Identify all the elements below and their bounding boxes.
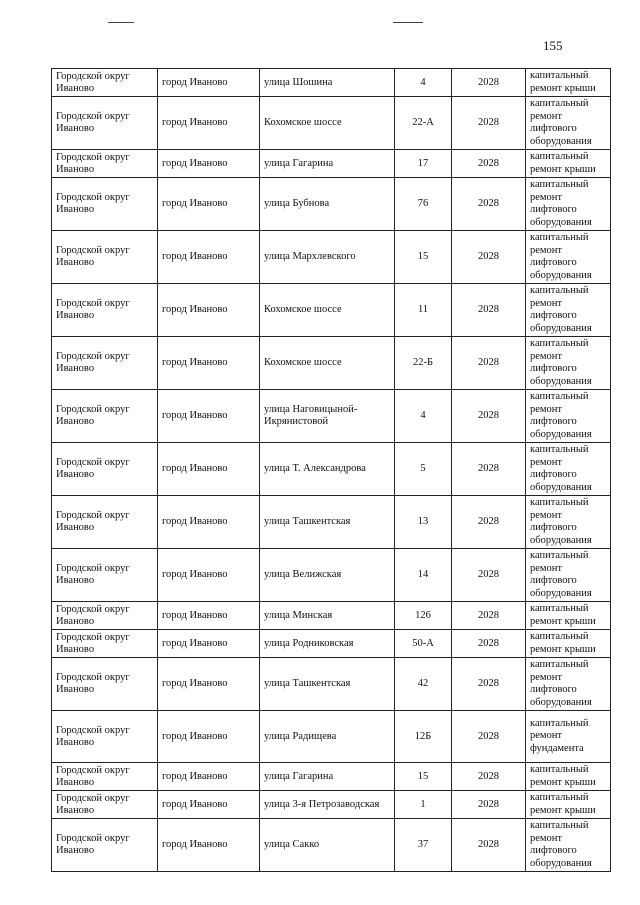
table-row [52,630,611,658]
table-row [52,97,611,150]
street-cell: улица Радищева [260,711,395,763]
house-number-cell: 4 [395,69,452,97]
municipal-district-cell: Городской округ Иваново [52,284,158,337]
register-table [51,68,611,872]
work-type-cell: капитальный ремонт лифтового оборудования [526,178,611,231]
municipal-district-cell: Городской округ Иваново [52,711,158,763]
planned-year-cell: 2028 [452,630,526,658]
municipal-district-cell: Городской округ Иваново [52,231,158,284]
planned-year-cell: 2028 [452,231,526,284]
table-row [52,69,611,97]
work-type-cell: капитальный ремонт крыши [526,602,611,630]
planned-year-cell: 2028 [452,390,526,443]
house-number-cell: 4 [395,390,452,443]
municipal-district-cell: Городской округ Иваново [52,97,158,150]
planned-year-cell: 2028 [452,763,526,791]
street-cell: Кохомское шоссе [260,337,395,390]
house-number-cell: 17 [395,150,452,178]
table-row [52,443,611,496]
municipal-district-cell: Городской округ Иваново [52,791,158,819]
street-cell: улица Велижская [260,549,395,602]
street-cell: улица Минская [260,602,395,630]
planned-year-cell: 2028 [452,97,526,150]
house-number-cell: 15 [395,231,452,284]
table-row [52,178,611,231]
house-number-cell: 50-А [395,630,452,658]
settlement-cell: город Иваново [158,97,260,150]
street-cell: улица Т. Александрова [260,443,395,496]
table-row [52,337,611,390]
municipal-district-cell: Городской округ Иваново [52,178,158,231]
work-type-cell: капитальный ремонт лифтового оборудования [526,819,611,872]
street-cell: улица Гагарина [260,763,395,791]
municipal-district-cell: Городской округ Иваново [52,658,158,711]
house-number-cell: 1 [395,791,452,819]
municipal-district-cell: Городской округ Иваново [52,819,158,872]
table-row [52,819,611,872]
street-cell: улица Бубнова [260,178,395,231]
work-type-cell: капитальный ремонт крыши [526,791,611,819]
municipal-district-cell: Городской округ Иваново [52,69,158,97]
municipal-district-cell: Городской округ Иваново [52,630,158,658]
settlement-cell: город Иваново [158,284,260,337]
work-type-cell: капитальный ремонт фундамента [526,711,611,763]
house-number-cell: 15 [395,763,452,791]
table-row [52,496,611,549]
settlement-cell: город Иваново [158,69,260,97]
work-type-cell: капитальный ремонт лифтового оборудования [526,496,611,549]
settlement-cell: город Иваново [158,791,260,819]
house-number-cell: 13 [395,496,452,549]
scan-artifact-line [108,22,134,23]
planned-year-cell: 2028 [452,69,526,97]
planned-year-cell: 2028 [452,178,526,231]
settlement-cell: город Иваново [158,711,260,763]
table-row [52,658,611,711]
planned-year-cell: 2028 [452,150,526,178]
house-number-cell: 37 [395,819,452,872]
house-number-cell: 126 [395,602,452,630]
table-row [52,602,611,630]
work-type-cell: капитальный ремонт крыши [526,630,611,658]
settlement-cell: город Иваново [158,337,260,390]
work-type-cell: капитальный ремонт крыши [526,69,611,97]
street-cell: улица Шошина [260,69,395,97]
municipal-district-cell: Городской округ Иваново [52,390,158,443]
planned-year-cell: 2028 [452,443,526,496]
settlement-cell: город Иваново [158,231,260,284]
house-number-cell: 22-А [395,97,452,150]
work-type-cell: капитальный ремонт лифтового оборудования [526,549,611,602]
register-table-body [52,69,611,872]
settlement-cell: город Иваново [158,819,260,872]
planned-year-cell: 2028 [452,658,526,711]
settlement-cell: город Иваново [158,549,260,602]
house-number-cell: 22-Б [395,337,452,390]
planned-year-cell: 2028 [452,791,526,819]
work-type-cell: капитальный ремонт лифтового оборудования [526,97,611,150]
street-cell: улица Наговицыной-Икрянистовой [260,390,395,443]
table-row [52,390,611,443]
street-cell: улица Гагарина [260,150,395,178]
street-cell: Кохомское шоссе [260,284,395,337]
settlement-cell: город Иваново [158,150,260,178]
street-cell: улица Сакко [260,819,395,872]
house-number-cell: 42 [395,658,452,711]
municipal-district-cell: Городской округ Иваново [52,150,158,178]
house-number-cell: 11 [395,284,452,337]
table-row [52,231,611,284]
house-number-cell: 5 [395,443,452,496]
settlement-cell: город Иваново [158,602,260,630]
work-type-cell: капитальный ремонт лифтового оборудования [526,337,611,390]
settlement-cell: город Иваново [158,496,260,549]
street-cell: улица 3-я Петрозаводская [260,791,395,819]
table-row [52,549,611,602]
settlement-cell: город Иваново [158,658,260,711]
planned-year-cell: 2028 [452,549,526,602]
house-number-cell: 14 [395,549,452,602]
planned-year-cell: 2028 [452,337,526,390]
settlement-cell: город Иваново [158,443,260,496]
work-type-cell: капитальный ремонт лифтового оборудования [526,284,611,337]
house-number-cell: 76 [395,178,452,231]
table-row [52,791,611,819]
work-type-cell: капитальный ремонт крыши [526,150,611,178]
municipal-district-cell: Городской округ Иваново [52,549,158,602]
house-number-cell: 12Б [395,711,452,763]
table-row [52,711,611,763]
planned-year-cell: 2028 [452,602,526,630]
work-type-cell: капитальный ремонт лифтового оборудования [526,390,611,443]
municipal-district-cell: Городской округ Иваново [52,763,158,791]
settlement-cell: город Иваново [158,763,260,791]
street-cell: улица Мархлевского [260,231,395,284]
work-type-cell: капитальный ремонт лифтового оборудования [526,231,611,284]
street-cell: Кохомское шоссе [260,97,395,150]
municipal-district-cell: Городской округ Иваново [52,443,158,496]
street-cell: улица Ташкентская [260,658,395,711]
municipal-district-cell: Городской округ Иваново [52,496,158,549]
table-row [52,284,611,337]
settlement-cell: город Иваново [158,178,260,231]
settlement-cell: город Иваново [158,390,260,443]
street-cell: улица Ташкентская [260,496,395,549]
planned-year-cell: 2028 [452,496,526,549]
municipal-district-cell: Городской округ Иваново [52,602,158,630]
planned-year-cell: 2028 [452,819,526,872]
work-type-cell: капитальный ремонт лифтового оборудования [526,658,611,711]
table-row [52,763,611,791]
page-number: 155 [543,38,563,53]
settlement-cell: город Иваново [158,630,260,658]
work-type-cell: капитальный ремонт лифтового оборудования [526,443,611,496]
work-type-cell: капитальный ремонт крыши [526,763,611,791]
table-row [52,150,611,178]
street-cell: улица Родниковская [260,630,395,658]
scan-artifact-line [393,22,423,23]
planned-year-cell: 2028 [452,284,526,337]
municipal-district-cell: Городской округ Иваново [52,337,158,390]
planned-year-cell: 2028 [452,711,526,763]
